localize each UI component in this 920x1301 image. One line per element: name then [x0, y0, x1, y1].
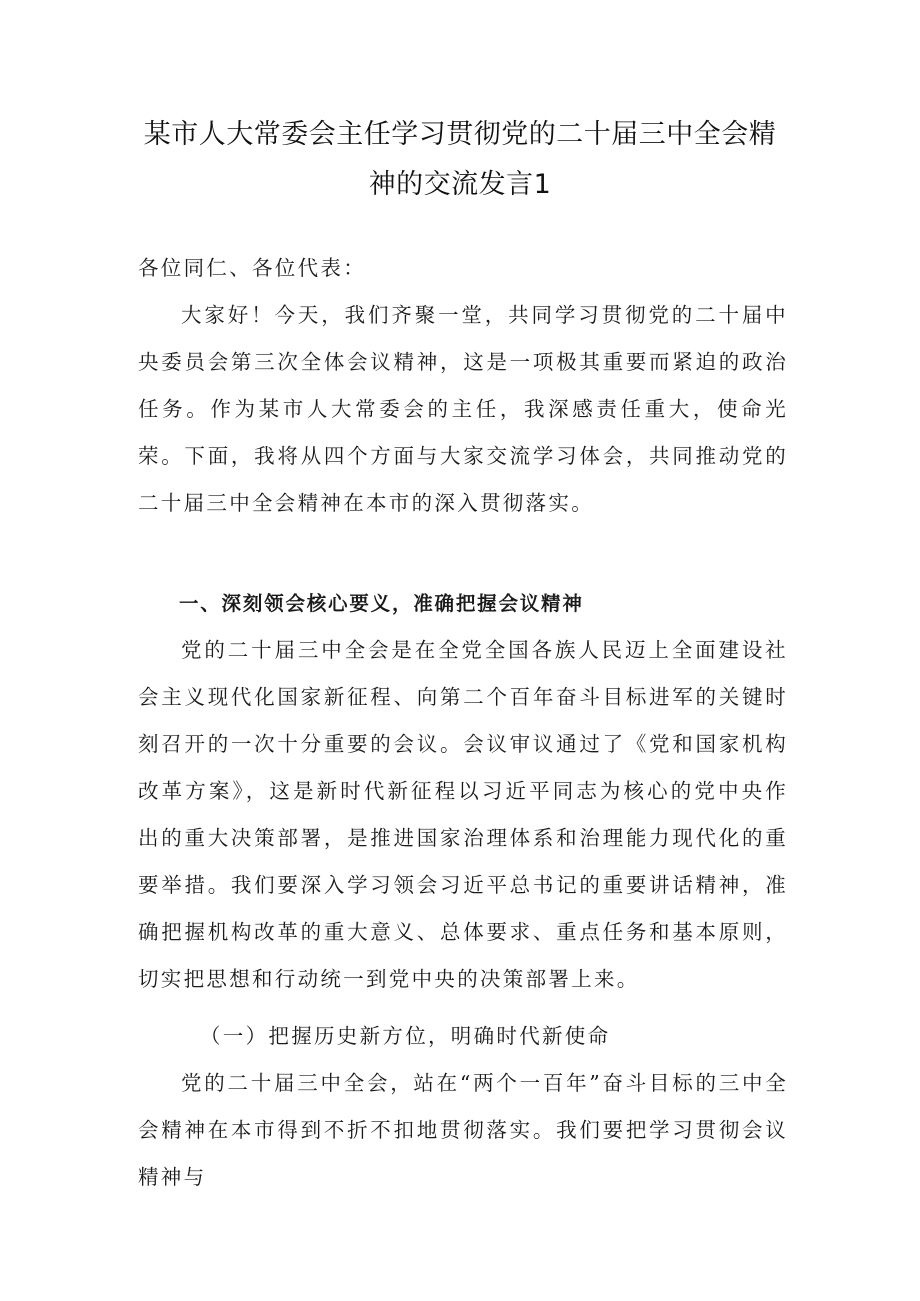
paragraph-section-1: 党的二十届三中全会是在全党全国各族人民迈上全面建设社会主义现代化国家新征程、向第二个百年奋斗目标进军的关键时刻召开的一次十分重要的会议。会议审议通过了《党和国家机构改革方案》，这是新时代新征程以习近平同志为核心的党中央作出的重大决策部署，是推进国家治理体系和治理能力现代化的重要举措。我们要深入学习领会习近平总书记的重要讲话精神，准确把握机构改革的重大意义、总体要求、重点任务和基本原则，切实把思想和行动统一到党中央的决策部署上来。 [138, 638, 788, 991]
title-line-1: 某市人大常委会主任学习贯彻党的二十届三中全会精 [143, 119, 777, 150]
subsection-heading-1: （一）把握历史新方位，明确时代新使命 [200, 1024, 611, 1048]
section-heading-1: 一、深刻领会核心要义，准确把握会议精神 [178, 592, 584, 615]
salutation: 各位同仁、各位代表： [138, 256, 366, 280]
paragraph-subsection-1: 党的二十届三中全会，站在“两个一百年”奋斗目标的三中全会精神在本市得到不折不扣地贯彻落实。我们要把学习贯彻会议精神与 [138, 1071, 788, 1189]
paragraph-intro: 大家好！今天，我们齐聚一堂，共同学习贯彻党的二十届中央委员会第三次全体会议精神，这是一项极其重要而紧迫的政治任务。作为某市人大常委会的主任，我深感责任重大，使命光荣。下面，我将从四个方面与大家交流学习体会，共同推动党的二十届三中全会精神在本市的深入贯彻落实。 [138, 303, 788, 515]
title-line-2: 神的交流发言1 [368, 169, 552, 200]
document-title [140, 110, 780, 210]
